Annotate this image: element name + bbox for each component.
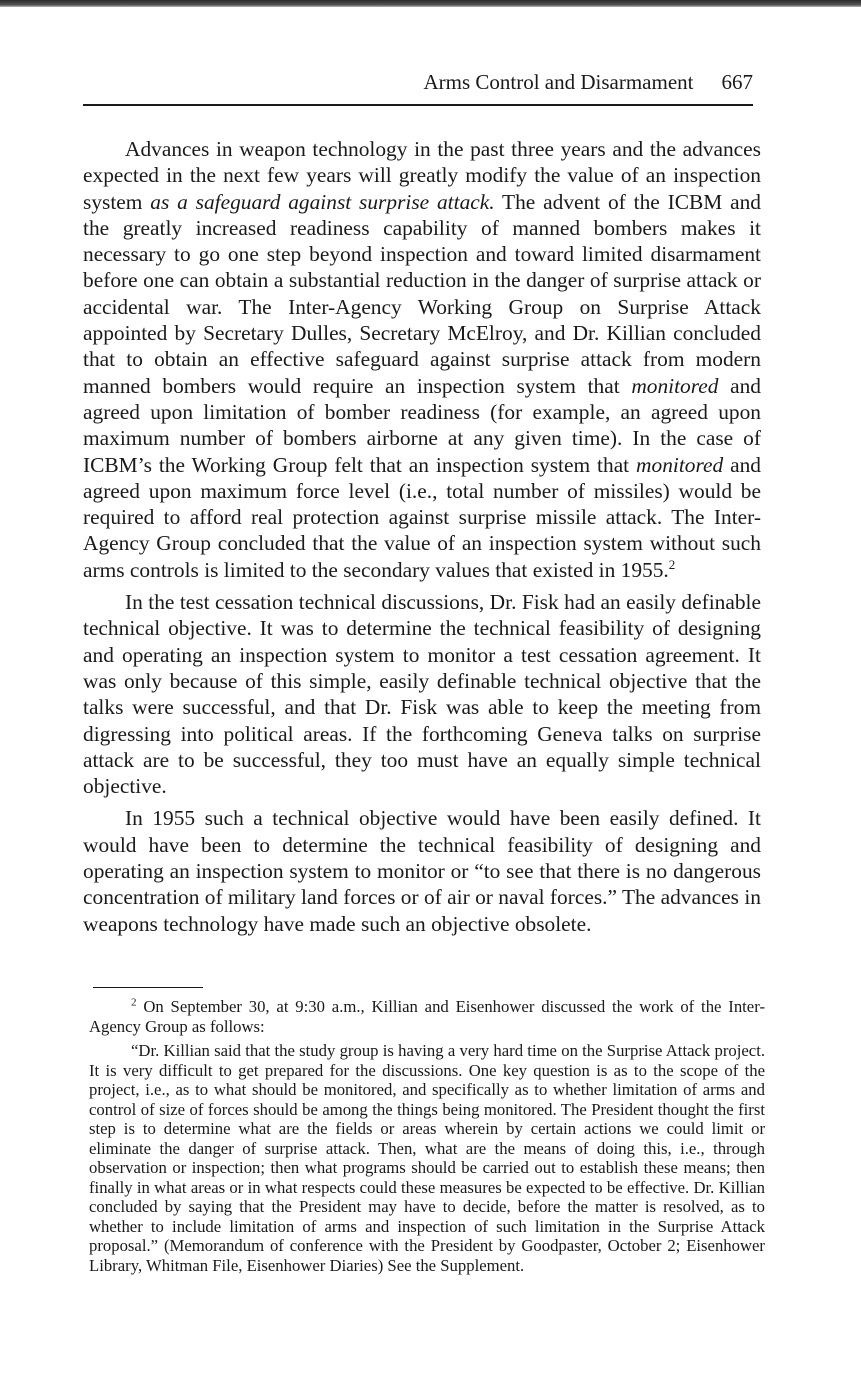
- p1-italic-monitored-2: monitored: [636, 452, 724, 477]
- header-rule: [83, 104, 753, 106]
- footnote-rule: [93, 987, 203, 988]
- p1-text-e: and agreed upon limitation of bomber readiness (for example, an agreed upon maximum number of bombers airborne at any given time). In the case of ICBM’s the Working Group felt that an inspection system that: [83, 373, 761, 477]
- p1-italic-safeguard: as a safeguard against surprise attack.: [150, 189, 495, 214]
- running-title: Arms Control and Disarmament: [423, 70, 694, 94]
- p1-text-c: The advent of the ICBM and the greatly increased readiness capability of manned bombers makes it necessary to go one step beyond inspection and toward limited disarmament before one can obtain a substantial reduction in the danger of surprise attack or accidental war. The Inter-Agency Working Group on Surprise Attack appointed by Secretary Dulles, Secretary McElroy, and Dr. Killian concluded that to obtain an effective safeguard against surprise attack from modern manned bombers would require an inspection system that: [83, 189, 761, 398]
- paragraph-2: In the test cessation technical discussions, Dr. Fisk had an easily definable technical objective. It was to determine the technical feasibility of designing and operating an inspection system to monitor a test cessation agreement. It was only because of this simple, easily definable technical objective that the talks were successful, and that Dr. Fisk was able to keep the meeting from digressing into political areas. If the forthcoming Geneva talks on surprise attack are to be successful, they too must have an equally simple technical objective.: [83, 590, 761, 799]
- p1-text-a: Advances in weapon technology in the past three years and the advances expected in the next few years will greatly modify the value of an inspection system: [83, 137, 761, 214]
- body-text: [83, 136, 761, 943]
- footnote-intro-text: On September 30, at 9:30 a.m., Killian and Eisenhower discussed the work of the Inter-Agency Group as follows:: [89, 997, 765, 1036]
- paragraph-1: [83, 136, 761, 583]
- paragraph-3: In 1955 such a technical objective would have been easily defined. It would have been to determine the technical feasibility of designing and operating an inspection system to monitor or “to see that there is no dangerous concentration of military land forces or of air or naval forces.” The advances in weapons technology have made such an objective obsolete.: [83, 806, 761, 936]
- page-top-edge: [0, 0, 861, 7]
- p1-italic-monitored-1: monitored: [631, 373, 719, 398]
- footnote-quote: “Dr. Killian said that the study group is having a very hard time on the Surprise Attack project. It is very difficult to get prepared for the discussions. One key question is as to the scope of the project, i.e., as to what should be monitored, and specifically as to whether limitation of arms and control of size of forces should be among the things being monitored. The President thought the first step is to determine what are the fields or areas wherein by certain actions we could limit or eliminate the danger of surprise attack. Then, what are the means of doing this, i.e., through observation or inspection; then what programs should be carried out to establish these means; then finally in what areas or in what respects could these measures be expected to be effective. Dr. Killian concluded by saying that the President may have to decide, before the matter is resolved, as to whether to include limitation of arms and inspection of such limitation in the Surprise Attack proposal.” (Memorandum of conference with the President by Goodpaster, October 2; Eisenhower Library, Whitman File, Eisenhower Diaries) See the Supplement.: [89, 1041, 765, 1275]
- footnotes: [89, 997, 765, 1280]
- footnote-number: 2: [131, 996, 137, 1009]
- p1-text-g: and agreed upon maximum force level (i.e., total number of missiles) would be required to afford real protection against surprise missile attack. The Inter-Agency Group concluded that the value of an inspection system without such arms controls is limited to the secondary values that existed in 1955.: [83, 452, 761, 582]
- footnote-reference: 2: [668, 556, 676, 572]
- footnote-intro: [89, 997, 765, 1036]
- running-header: [83, 70, 753, 98]
- page-number: 667: [721, 70, 753, 94]
